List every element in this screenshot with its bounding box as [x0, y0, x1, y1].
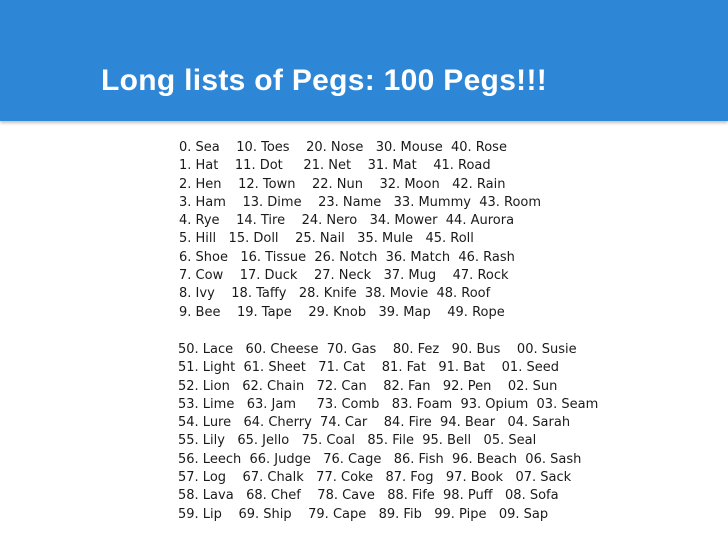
peg-list-50-09: [178, 341, 598, 524]
peg-row: 58. Lava 68. Chef 78. Cave 88. Fife 98. Puff 08. Sofa: [178, 488, 559, 504]
peg-row: 1. Hat 11. Dot 21. Net 31. Mat 41. Road: [179, 158, 491, 174]
peg-row: 6. Shoe 16. Tissue 26. Notch 36. Match 46. Rash: [179, 249, 515, 265]
peg-row: 7. Cow 17. Duck 27. Neck 37. Mug 47. Rock: [179, 268, 509, 284]
peg-row: 57. Log 67. Chalk 77. Coke 87. Fog 97. Book 07. Sack: [178, 470, 572, 486]
slide-title: Long lists of Pegs: 100 Pegs!!!: [101, 64, 548, 97]
peg-row: 51. Light 61. Sheet 71. Cat 81. Fat 91. Bat 01. Seed: [178, 360, 559, 376]
peg-row: 53. Lime 63. Jam 73. Comb 83. Foam 93. Opium 03. Seam: [178, 396, 599, 412]
title-bar: [0, 0, 728, 121]
peg-list-0-49: [179, 139, 541, 322]
peg-row: 52. Lion 62. Chain 72. Can 82. Fan 92. Pen 02. Sun: [178, 378, 558, 394]
peg-row: 8. Ivy 18. Taffy 28. Knife 38. Movie 48. Roof: [179, 286, 491, 302]
peg-row: 3. Ham 13. Dime 23. Name 33. Mummy 43. Room: [179, 194, 542, 210]
peg-row: 50. Lace 60. Cheese 70. Gas 80. Fez 90. Bus 00. Susie: [178, 342, 577, 357]
peg-row: 59. Lip 69. Ship 79. Cape 89. Fib 99. Pipe 09. Sap: [178, 506, 549, 522]
peg-row: 55. Lily 65. Jello 75. Coal 85. File 95. Bell 05. Seal: [178, 433, 537, 449]
peg-row: 54. Lure 64. Cherry 74. Car 84. Fire 94. Bear 04. Sarah: [178, 415, 571, 431]
peg-row: 9. Bee 19. Tape 29. Knob 39. Map 49. Rope: [179, 304, 505, 320]
peg-row: 5. Hill 15. Doll 25. Nail 35. Mule 45. Roll: [179, 231, 474, 247]
peg-row: 56. Leech 66. Judge 76. Cage 86. Fish 96. Beach 06. Sash: [178, 451, 582, 467]
peg-row: 2. Hen 12. Town 22. Nun 32. Moon 42. Rain: [179, 176, 506, 192]
peg-row: 4. Rye 14. Tire 24. Nero 34. Mower 44. Aurora: [179, 213, 515, 229]
peg-row: 0. Sea 10. Toes 20. Nose 30. Mouse 40. Rose: [179, 140, 507, 155]
